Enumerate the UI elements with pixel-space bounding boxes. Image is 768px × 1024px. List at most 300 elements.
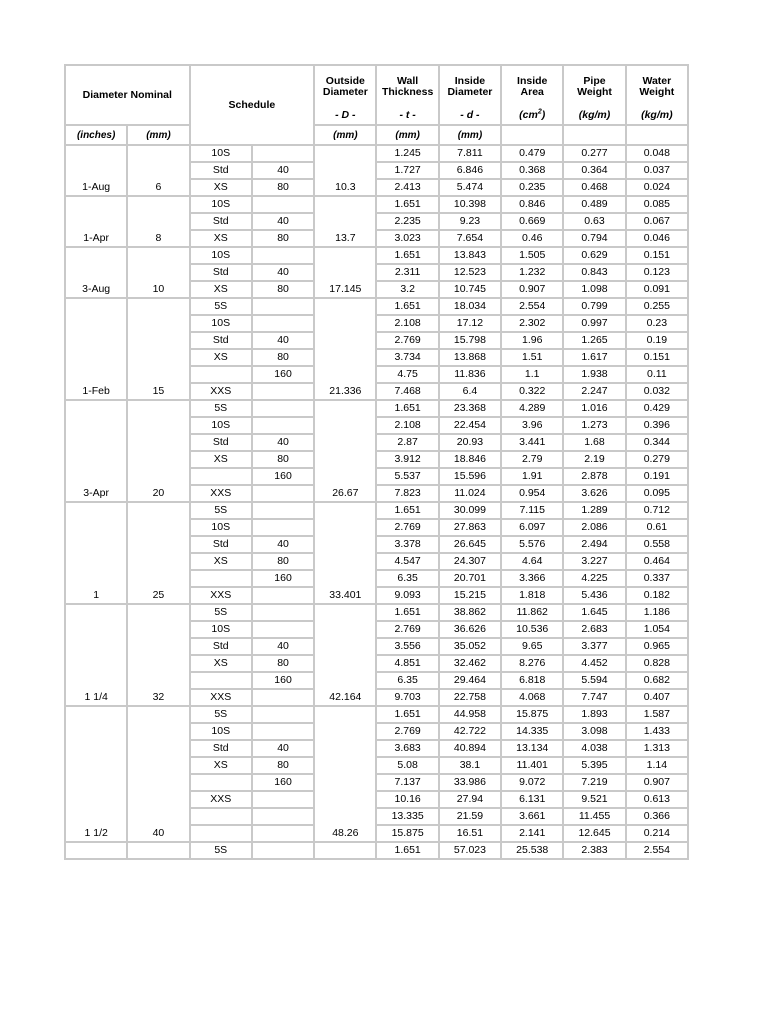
wt-unit-header: (mm) — [376, 125, 438, 145]
water-weight-cell: 0.032 — [626, 383, 688, 400]
outside-diameter-header — [314, 65, 376, 125]
schedule-number-cell — [252, 825, 314, 842]
inside-area-header — [501, 65, 563, 125]
table-row — [65, 298, 688, 315]
inside-area-cell: 10.536 — [501, 621, 563, 638]
inside-area-cell: 1.91 — [501, 468, 563, 485]
inside-area-cell: 14.335 — [501, 723, 563, 740]
schedule-id-cell: Std — [190, 536, 252, 553]
inside-diameter-cell: 44.958 — [439, 706, 501, 723]
schedule-number-cell — [252, 400, 314, 417]
inside-diameter-cell: 9.23 — [439, 213, 501, 230]
schedule-number-cell: 80 — [252, 230, 314, 247]
pipe-weight-cell: 3.227 — [563, 553, 625, 570]
water-weight-cell: 1.054 — [626, 621, 688, 638]
nominal-mm-cell: 25 — [127, 502, 189, 604]
water-weight-cell: 0.828 — [626, 655, 688, 672]
inside-area-label-2: Area — [520, 86, 544, 98]
inside-area-cell: 3.96 — [501, 417, 563, 434]
water-weight-cell: 0.396 — [626, 417, 688, 434]
water-weight-cell: 0.682 — [626, 672, 688, 689]
inside-diameter-cell: 35.052 — [439, 638, 501, 655]
water-weight-cell: 1.186 — [626, 604, 688, 621]
pipe-weight-cell: 7.219 — [563, 774, 625, 791]
area-unit-sup: 2 — [537, 108, 542, 116]
schedule-number-cell: 40 — [252, 213, 314, 230]
wall-thickness-cell: 5.537 — [376, 468, 438, 485]
inside-area-cell: 0.322 — [501, 383, 563, 400]
schedule-id-cell: 10S — [190, 247, 252, 264]
water-weight-cell: 0.613 — [626, 791, 688, 808]
inside-diameter-cell: 6.846 — [439, 162, 501, 179]
inside-diameter-cell: 6.4 — [439, 383, 501, 400]
schedule-id-cell: 10S — [190, 621, 252, 638]
schedule-number-cell: 80 — [252, 553, 314, 570]
schedule-number-cell: 80 — [252, 281, 314, 298]
inside-area-cell: 5.576 — [501, 536, 563, 553]
schedule-id-cell: XXS — [190, 383, 252, 400]
od-unit-header: (mm) — [314, 125, 376, 145]
table-row — [65, 400, 688, 417]
area-unit-spacer — [501, 125, 563, 145]
inside-area-cell: 11.401 — [501, 757, 563, 774]
pipe-weight-cell: 7.747 — [563, 689, 625, 706]
inside-diameter-cell: 32.462 — [439, 655, 501, 672]
inside-area-cell: 6.818 — [501, 672, 563, 689]
wall-thickness-cell: 1.651 — [376, 298, 438, 315]
pipe-weight-cell: 1.938 — [563, 366, 625, 383]
pipe-weight-unit: (kg/m) — [578, 109, 611, 121]
wall-thickness-cell: 1.651 — [376, 247, 438, 264]
inside-diameter-cell: 7.654 — [439, 230, 501, 247]
nominal-mm-cell: 8 — [127, 196, 189, 247]
schedule-number-cell: 80 — [252, 451, 314, 468]
schedule-number-cell: 40 — [252, 638, 314, 655]
schedule-id-cell: 5S — [190, 842, 252, 859]
water-weight-unit: (kg/m) — [641, 109, 673, 121]
nominal-inches-cell — [65, 842, 127, 859]
pipe-weight-cell: 1.893 — [563, 706, 625, 723]
pipe-weight-cell: 5.395 — [563, 757, 625, 774]
pipe-weight-label-1: Pipe — [583, 75, 606, 87]
schedule-number-cell — [252, 519, 314, 536]
schedule-id-cell: XXS — [190, 587, 252, 604]
schedule-id-cell: Std — [190, 264, 252, 281]
schedule-id-cell — [190, 825, 252, 842]
water-weight-cell: 0.907 — [626, 774, 688, 791]
schedule-id-cell — [190, 468, 252, 485]
water-weight-cell: 0.091 — [626, 281, 688, 298]
schedule-number-cell: 160 — [252, 774, 314, 791]
outside-diameter-symbol: - D - — [335, 109, 356, 121]
pipe-weight-header — [563, 65, 625, 125]
pipe-weight-cell: 0.489 — [563, 196, 625, 213]
wall-thickness-cell: 3.912 — [376, 451, 438, 468]
nominal-mm-cell — [127, 842, 189, 859]
schedule-id-cell: XS — [190, 179, 252, 196]
pipe-weight-cell: 3.377 — [563, 638, 625, 655]
schedule-number-cell — [252, 604, 314, 621]
schedule-number-cell — [252, 502, 314, 519]
inside-area-cell: 9.072 — [501, 774, 563, 791]
pipe-weight-cell: 0.629 — [563, 247, 625, 264]
inside-area-cell: 25.538 — [501, 842, 563, 859]
inside-diameter-cell: 23.368 — [439, 400, 501, 417]
pipe-weight-cell: 0.364 — [563, 162, 625, 179]
pipe-weight-cell: 9.521 — [563, 791, 625, 808]
pipe-weight-cell: 3.098 — [563, 723, 625, 740]
schedule-number-cell: 40 — [252, 740, 314, 757]
diameter-nominal-header: Diameter Nominal — [65, 65, 190, 125]
inside-diameter-cell: 29.464 — [439, 672, 501, 689]
table-row — [65, 604, 688, 621]
inside-area-cell: 7.115 — [501, 502, 563, 519]
inside-diameter-cell: 20.93 — [439, 434, 501, 451]
wall-thickness-cell: 2.769 — [376, 332, 438, 349]
water-weight-cell: 0.279 — [626, 451, 688, 468]
mm-unit-header: (mm) — [127, 125, 189, 145]
inside-area-cell: 13.134 — [501, 740, 563, 757]
inside-diameter-cell: 10.745 — [439, 281, 501, 298]
water-weight-cell: 0.407 — [626, 689, 688, 706]
schedule-number-cell: 80 — [252, 349, 314, 366]
pipe-weight-cell: 1.68 — [563, 434, 625, 451]
inside-area-cell: 15.875 — [501, 706, 563, 723]
water-weight-cell: 0.19 — [626, 332, 688, 349]
wall-thickness-cell: 2.769 — [376, 621, 438, 638]
inside-diameter-cell: 38.1 — [439, 757, 501, 774]
water-weight-cell: 0.214 — [626, 825, 688, 842]
inside-area-unit — [504, 110, 560, 121]
water-weight-cell: 1.587 — [626, 706, 688, 723]
nominal-mm-cell: 32 — [127, 604, 189, 706]
inside-diameter-cell: 33.986 — [439, 774, 501, 791]
pipe-weight-cell: 5.594 — [563, 672, 625, 689]
water-weight-cell: 0.344 — [626, 434, 688, 451]
schedule-id-cell: Std — [190, 162, 252, 179]
inside-area-cell: 1.818 — [501, 587, 563, 604]
schedule-number-cell — [252, 485, 314, 502]
inside-diameter-cell: 18.846 — [439, 451, 501, 468]
wall-thickness-symbol: - t - — [399, 109, 416, 121]
schedule-id-cell: XS — [190, 655, 252, 672]
wall-thickness-header — [376, 65, 438, 125]
schedule-number-cell: 160 — [252, 468, 314, 485]
nominal-mm-cell: 20 — [127, 400, 189, 502]
inside-diameter-cell: 20.701 — [439, 570, 501, 587]
schedule-number-cell — [252, 706, 314, 723]
inside-area-cell: 4.64 — [501, 553, 563, 570]
wall-thickness-cell: 7.137 — [376, 774, 438, 791]
schedule-id-cell: 10S — [190, 417, 252, 434]
inside-area-cell: 0.368 — [501, 162, 563, 179]
schedule-id-cell — [190, 570, 252, 587]
schedule-id-cell: XS — [190, 757, 252, 774]
schedule-number-cell — [252, 315, 314, 332]
wall-thickness-cell: 2.769 — [376, 723, 438, 740]
wall-thickness-cell: 3.683 — [376, 740, 438, 757]
schedule-id-cell: 10S — [190, 723, 252, 740]
schedule-number-cell — [252, 842, 314, 859]
schedule-id-cell: 10S — [190, 196, 252, 213]
wall-thickness-cell: 4.547 — [376, 553, 438, 570]
schedule-id-cell: 5S — [190, 706, 252, 723]
water-weight-cell: 0.61 — [626, 519, 688, 536]
pipe-weight-cell: 0.843 — [563, 264, 625, 281]
inside-diameter-cell: 57.023 — [439, 842, 501, 859]
wall-thickness-cell: 1.651 — [376, 502, 438, 519]
inside-diameter-cell: 15.798 — [439, 332, 501, 349]
inside-diameter-label-2: Diameter — [447, 86, 493, 98]
table-row — [65, 706, 688, 723]
nominal-inches-cell: 1 — [65, 502, 127, 604]
pipe-weight-cell: 1.098 — [563, 281, 625, 298]
water-weight-cell: 0.337 — [626, 570, 688, 587]
schedule-number-cell — [252, 383, 314, 400]
wall-thickness-cell: 1.651 — [376, 706, 438, 723]
pipe-weight-cell: 0.997 — [563, 315, 625, 332]
water-weight-cell: 0.429 — [626, 400, 688, 417]
inside-diameter-cell: 11.024 — [439, 485, 501, 502]
outside-diameter-cell: 42.164 — [314, 604, 376, 706]
inside-area-cell: 3.441 — [501, 434, 563, 451]
water-weight-cell: 0.095 — [626, 485, 688, 502]
inside-diameter-cell: 42.722 — [439, 723, 501, 740]
inside-area-cell: 0.954 — [501, 485, 563, 502]
inside-diameter-cell: 26.645 — [439, 536, 501, 553]
inside-diameter-cell: 15.596 — [439, 468, 501, 485]
inside-diameter-cell: 5.474 — [439, 179, 501, 196]
water-weight-unit-spacer — [626, 125, 688, 145]
inside-diameter-cell: 22.758 — [439, 689, 501, 706]
water-weight-cell: 0.464 — [626, 553, 688, 570]
water-weight-cell: 0.024 — [626, 179, 688, 196]
id-unit-header: (mm) — [439, 125, 501, 145]
wall-thickness-cell: 6.35 — [376, 570, 438, 587]
inside-diameter-cell: 13.843 — [439, 247, 501, 264]
outside-diameter-cell: 21.336 — [314, 298, 376, 400]
pipe-weight-unit-spacer — [563, 125, 625, 145]
nominal-mm-cell: 15 — [127, 298, 189, 400]
pipe-weight-cell: 1.617 — [563, 349, 625, 366]
schedule-id-cell: Std — [190, 213, 252, 230]
inside-diameter-cell: 30.099 — [439, 502, 501, 519]
wall-thickness-cell: 6.35 — [376, 672, 438, 689]
schedule-id-cell — [190, 672, 252, 689]
schedule-id-cell — [190, 774, 252, 791]
inside-area-cell: 6.097 — [501, 519, 563, 536]
pipe-weight-cell: 0.277 — [563, 145, 625, 162]
schedule-number-cell: 80 — [252, 179, 314, 196]
pipe-table-body — [65, 145, 688, 859]
inside-area-cell: 0.669 — [501, 213, 563, 230]
pipe-weight-cell: 4.452 — [563, 655, 625, 672]
nominal-inches-cell: 1 1/2 — [65, 706, 127, 842]
schedule-id-cell: 10S — [190, 315, 252, 332]
inside-area-cell: 3.366 — [501, 570, 563, 587]
water-weight-cell: 0.23 — [626, 315, 688, 332]
schedule-id-cell: XS — [190, 553, 252, 570]
inside-area-cell: 2.302 — [501, 315, 563, 332]
water-weight-cell: 0.046 — [626, 230, 688, 247]
water-weight-cell: 0.366 — [626, 808, 688, 825]
schedule-number-cell — [252, 808, 314, 825]
wall-thickness-cell: 1.651 — [376, 842, 438, 859]
pipe-weight-cell: 0.468 — [563, 179, 625, 196]
inside-area-cell: 9.65 — [501, 638, 563, 655]
inside-area-cell: 2.141 — [501, 825, 563, 842]
schedule-id-cell: XXS — [190, 791, 252, 808]
table-row — [65, 145, 688, 162]
pipe-weight-cell: 1.273 — [563, 417, 625, 434]
inside-diameter-cell: 38.862 — [439, 604, 501, 621]
schedule-id-cell: Std — [190, 740, 252, 757]
outside-diameter-label-1: Outside — [325, 75, 365, 87]
wall-thickness-cell: 7.468 — [376, 383, 438, 400]
schedule-id-cell: XXS — [190, 485, 252, 502]
wall-thickness-cell: 1.245 — [376, 145, 438, 162]
schedule-number-cell — [252, 196, 314, 213]
wall-thickness-cell: 2.311 — [376, 264, 438, 281]
nominal-inches-cell: 1-Feb — [65, 298, 127, 400]
water-weight-cell: 0.085 — [626, 196, 688, 213]
outside-diameter-cell: 13.7 — [314, 196, 376, 247]
wall-thickness-cell: 3.734 — [376, 349, 438, 366]
inside-area-cell: 1.505 — [501, 247, 563, 264]
outside-diameter-cell: 48.26 — [314, 706, 376, 842]
inside-area-cell: 8.276 — [501, 655, 563, 672]
pipe-weight-cell: 0.63 — [563, 213, 625, 230]
schedule-id-cell: 5S — [190, 604, 252, 621]
inside-diameter-cell: 15.215 — [439, 587, 501, 604]
water-weight-cell: 0.712 — [626, 502, 688, 519]
nominal-inches-cell: 3-Aug — [65, 247, 127, 298]
schedule-number-cell — [252, 791, 314, 808]
schedule-number-cell: 40 — [252, 162, 314, 179]
table-row — [65, 247, 688, 264]
schedule-number-cell: 80 — [252, 757, 314, 774]
inside-area-cell: 0.846 — [501, 196, 563, 213]
schedule-number-cell: 160 — [252, 366, 314, 383]
nominal-mm-cell: 10 — [127, 247, 189, 298]
wall-thickness-cell: 5.08 — [376, 757, 438, 774]
inside-diameter-cell: 11.836 — [439, 366, 501, 383]
schedule-id-cell: 5S — [190, 298, 252, 315]
pipe-weight-cell: 4.225 — [563, 570, 625, 587]
schedule-number-cell: 80 — [252, 655, 314, 672]
schedule-number-cell — [252, 587, 314, 604]
wall-thickness-cell: 10.16 — [376, 791, 438, 808]
pipe-weight-cell: 0.794 — [563, 230, 625, 247]
nominal-inches-cell: 3-Apr — [65, 400, 127, 502]
wall-thickness-cell: 1.651 — [376, 604, 438, 621]
water-weight-header — [626, 65, 688, 125]
outside-diameter-label-2: Diameter — [322, 86, 368, 98]
pipe-weight-cell: 4.038 — [563, 740, 625, 757]
schedule-number-cell: 160 — [252, 570, 314, 587]
schedule-id-cell: XXS — [190, 689, 252, 706]
inside-area-cell: 0.479 — [501, 145, 563, 162]
water-weight-cell: 0.067 — [626, 213, 688, 230]
schedule-id-cell: Std — [190, 638, 252, 655]
inside-area-cell: 1.51 — [501, 349, 563, 366]
table-row — [65, 196, 688, 213]
pipe-weight-cell: 12.645 — [563, 825, 625, 842]
outside-diameter-cell: 10.3 — [314, 145, 376, 196]
pipe-weight-cell: 3.626 — [563, 485, 625, 502]
schedule-id-cell: 10S — [190, 145, 252, 162]
wall-thickness-label-1: Wall — [397, 75, 419, 87]
water-weight-cell: 1.433 — [626, 723, 688, 740]
schedule-id-cell: XS — [190, 349, 252, 366]
wall-thickness-cell: 2.235 — [376, 213, 438, 230]
wall-thickness-cell: 1.651 — [376, 400, 438, 417]
wall-thickness-cell: 7.823 — [376, 485, 438, 502]
nominal-mm-cell: 40 — [127, 706, 189, 842]
nominal-inches-cell: 1-Aug — [65, 145, 127, 196]
wall-thickness-cell: 4.851 — [376, 655, 438, 672]
water-weight-cell: 0.151 — [626, 247, 688, 264]
schedule-number-cell — [252, 247, 314, 264]
inside-area-cell: 0.46 — [501, 230, 563, 247]
inside-area-cell: 1.96 — [501, 332, 563, 349]
water-weight-cell: 0.965 — [626, 638, 688, 655]
wall-thickness-cell: 9.703 — [376, 689, 438, 706]
outside-diameter-cell — [314, 842, 376, 859]
inside-diameter-cell: 22.454 — [439, 417, 501, 434]
schedule-number-cell — [252, 689, 314, 706]
wall-thickness-cell: 3.023 — [376, 230, 438, 247]
schedule-number-cell: 40 — [252, 536, 314, 553]
water-weight-cell: 1.14 — [626, 757, 688, 774]
inside-diameter-cell: 13.868 — [439, 349, 501, 366]
inside-diameter-cell: 27.863 — [439, 519, 501, 536]
water-weight-cell: 0.11 — [626, 366, 688, 383]
wall-thickness-cell: 2.769 — [376, 519, 438, 536]
wall-thickness-cell: 3.378 — [376, 536, 438, 553]
wall-thickness-cell: 1.651 — [376, 196, 438, 213]
schedule-id-cell: 5S — [190, 400, 252, 417]
wall-thickness-cell: 3.2 — [376, 281, 438, 298]
area-unit-text: (cm — [519, 109, 538, 121]
schedule-id-cell: Std — [190, 434, 252, 451]
inside-diameter-cell: 7.811 — [439, 145, 501, 162]
outside-diameter-cell: 26.67 — [314, 400, 376, 502]
inside-diameter-cell: 12.523 — [439, 264, 501, 281]
schedule-number-cell: 40 — [252, 332, 314, 349]
water-weight-cell: 0.048 — [626, 145, 688, 162]
inside-area-cell: 6.131 — [501, 791, 563, 808]
nominal-inches-cell: 1 1/4 — [65, 604, 127, 706]
inside-area-cell: 3.661 — [501, 808, 563, 825]
schedule-id-cell — [190, 808, 252, 825]
water-weight-cell: 0.191 — [626, 468, 688, 485]
inside-diameter-cell: 21.59 — [439, 808, 501, 825]
schedule-header: Schedule — [190, 65, 315, 145]
inside-diameter-cell: 27.94 — [439, 791, 501, 808]
nominal-inches-cell: 1-Apr — [65, 196, 127, 247]
pipe-weight-cell: 2.086 — [563, 519, 625, 536]
pipe-weight-label-2: Weight — [577, 86, 612, 98]
schedule-id-cell: XS — [190, 451, 252, 468]
table-row — [65, 502, 688, 519]
pipe-weight-cell: 2.19 — [563, 451, 625, 468]
schedule-number-cell — [252, 621, 314, 638]
area-unit-close: ) — [541, 109, 546, 121]
pipe-weight-cell: 2.494 — [563, 536, 625, 553]
outside-diameter-cell: 17.145 — [314, 247, 376, 298]
inside-area-cell: 4.289 — [501, 400, 563, 417]
